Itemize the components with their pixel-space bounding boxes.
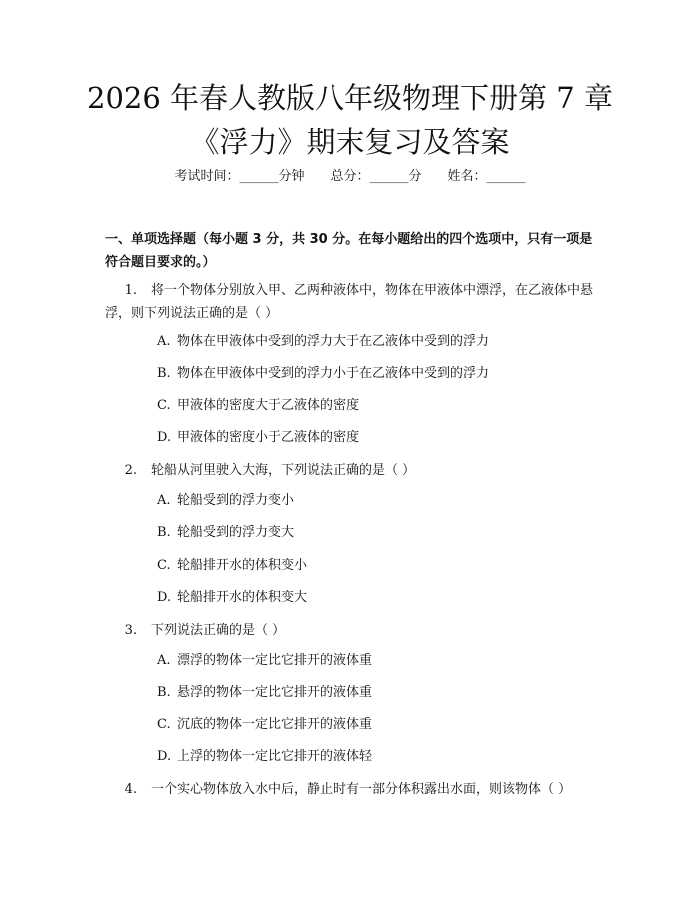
option-letter: C. <box>157 398 171 413</box>
question-2-option-c <box>157 556 597 576</box>
document-title: 2026 年春人教版八年级物理下册第 7 章《浮力》期末复习及答案 <box>87 81 613 159</box>
option-text: 甲液体的密度大于乙液体的密度 <box>177 398 360 413</box>
question-2-option-d <box>157 588 597 608</box>
question-1-option-c <box>157 396 597 416</box>
option-letter: A. <box>157 334 171 349</box>
option-letter: A. <box>157 493 171 508</box>
option-letter: B. <box>157 525 171 540</box>
question-number: 1. <box>124 283 137 298</box>
question-number: 2. <box>124 463 137 478</box>
question-4 <box>105 778 605 801</box>
option-letter: B. <box>157 366 171 381</box>
option-text: 轮船排开水的体积变大 <box>177 590 308 605</box>
option-letter: B. <box>157 685 171 700</box>
question-stem: 轮船从河里驶入大海，下列说法正确的是（ ） <box>151 463 416 478</box>
question-1 <box>105 279 605 325</box>
option-letter: C. <box>157 558 171 573</box>
question-3-option-d <box>157 747 597 767</box>
option-text: 轮船受到的浮力变小 <box>177 493 295 508</box>
option-text: 上浮的物体一定比它排开的液体轻 <box>177 749 373 764</box>
question-2-option-a <box>157 491 597 511</box>
question-stem: 下列说法正确的是（ ） <box>151 623 286 638</box>
option-letter: D. <box>157 749 172 764</box>
exam-time-field: 考试时间：______分钟 <box>174 169 305 184</box>
option-text: 悬浮的物体一定比它排开的液体重 <box>177 685 373 700</box>
option-letter: C. <box>157 717 171 732</box>
question-3-option-c <box>157 715 597 735</box>
total-score-field: 总分：______分 <box>330 169 422 184</box>
question-1-option-a <box>157 332 597 352</box>
option-letter: D. <box>157 590 172 605</box>
option-letter: D. <box>157 430 172 445</box>
question-stem: 一个实心物体放入水中后，静止时有一部分体积露出水面，则该物体（ ） <box>151 782 572 797</box>
question-3-option-a <box>157 651 597 671</box>
student-name-field: 姓名：______ <box>447 169 526 184</box>
question-number: 4. <box>124 782 137 797</box>
option-text: 轮船排开水的体积变小 <box>177 558 308 573</box>
section-heading: 一、单项选择题（每小题 3 分，共 30 分。在每小题给出的四个选项中，只有一项是符合题目要求的。） <box>105 232 593 270</box>
option-text: 物体在甲液体中受到的浮力大于在乙液体中受到的浮力 <box>177 334 490 349</box>
question-3 <box>105 619 605 642</box>
question-1-option-d <box>157 428 597 448</box>
option-text: 甲液体的密度小于乙液体的密度 <box>177 430 360 445</box>
question-2 <box>105 459 605 482</box>
question-1-option-b <box>157 364 597 384</box>
option-text: 物体在甲液体中受到的浮力小于在乙液体中受到的浮力 <box>177 366 490 381</box>
question-2-option-b <box>157 523 597 543</box>
question-stem: 将一个物体分别放入甲、乙两种液体中，物体在甲液体中漂浮，在乙液体中悬浮，则下列说法正确的是（ ） <box>105 283 594 321</box>
option-text: 沉底的物体一定比它排开的液体重 <box>177 717 373 732</box>
question-number: 3. <box>124 623 137 638</box>
question-3-option-b <box>157 683 597 703</box>
option-letter: A. <box>157 653 171 668</box>
option-text: 轮船受到的浮力变大 <box>177 525 295 540</box>
option-text: 漂浮的物体一定比它排开的液体重 <box>177 653 373 668</box>
exam-info <box>0 168 700 186</box>
